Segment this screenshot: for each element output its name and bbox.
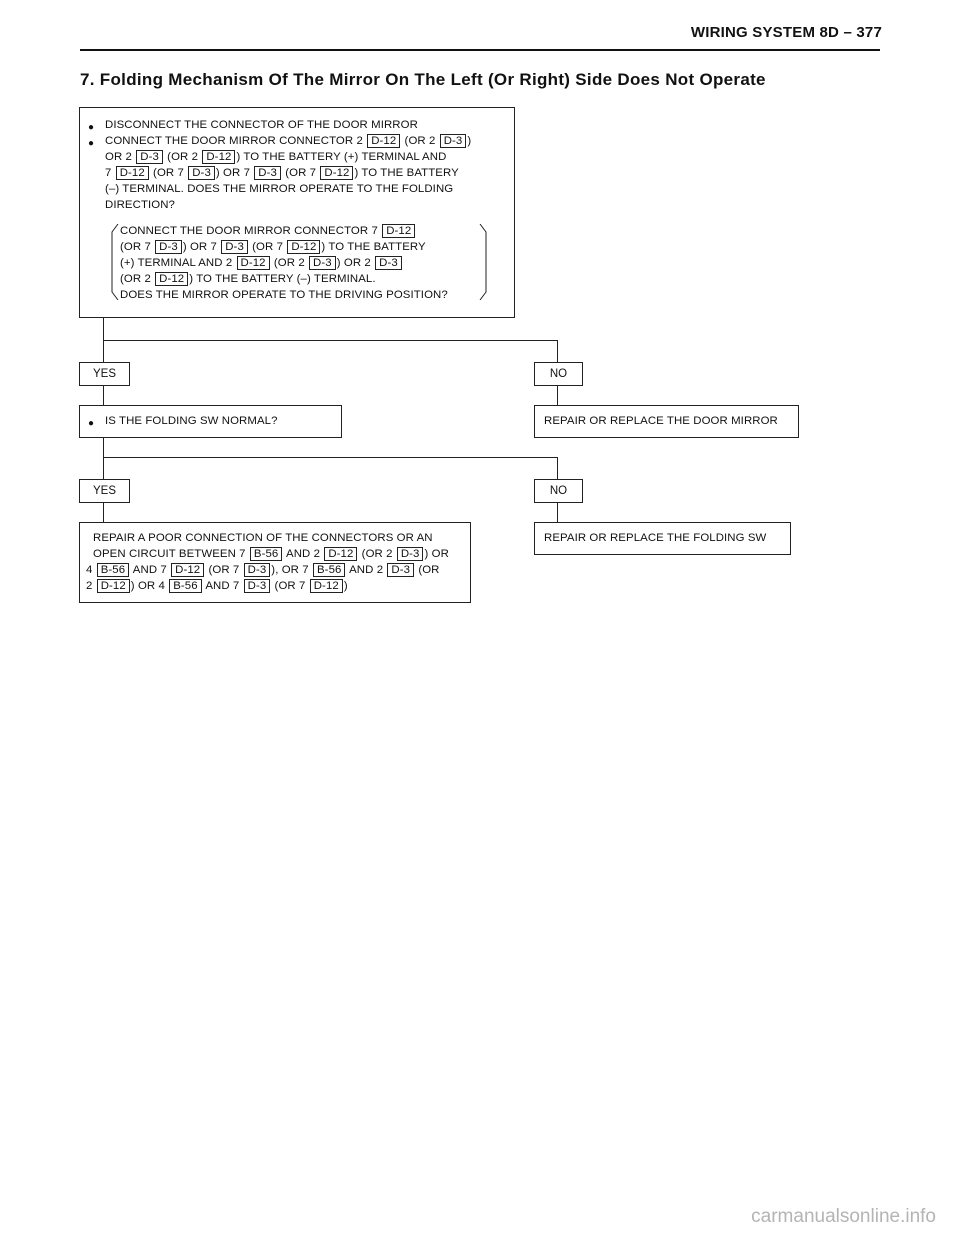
connector-line bbox=[557, 457, 558, 479]
connector-code-box: D-3 bbox=[397, 547, 424, 561]
connector-code-box: D-3 bbox=[244, 563, 271, 577]
step1-box bbox=[79, 107, 515, 318]
connector-code-box: D-3 bbox=[155, 240, 182, 254]
line-text-segment: ) bbox=[467, 135, 472, 147]
no2-text: REPAIR OR REPLACE THE FOLDING SW bbox=[544, 532, 767, 544]
connector-line bbox=[557, 503, 558, 522]
branch2-no-label: NO bbox=[534, 479, 583, 503]
line-text-segment: ) TO THE BATTERY (+) TERMINAL AND bbox=[236, 151, 447, 163]
line-text-segment: ) OR 2 bbox=[336, 257, 375, 269]
connector-code-box: D-12 bbox=[320, 166, 353, 180]
connector-code-box: D-3 bbox=[309, 256, 336, 270]
bullet-icon: ● bbox=[88, 418, 95, 429]
connector-code-box: D-12 bbox=[367, 134, 400, 148]
line-text-segment: OPEN CIRCUIT BETWEEN 7 bbox=[93, 548, 249, 560]
step3-line3 bbox=[86, 563, 440, 579]
line-text-segment: ) OR 7 bbox=[182, 241, 221, 253]
step1-bullet2-line5: DIRECTION? bbox=[105, 199, 175, 211]
connector-code-box: D-3 bbox=[254, 166, 281, 180]
connector-line bbox=[103, 438, 104, 479]
line-text-segment: (OR 7 bbox=[149, 167, 188, 179]
connector-code-box: B-56 bbox=[313, 563, 345, 577]
line-text-segment: (OR bbox=[415, 564, 440, 576]
no1-result-box bbox=[534, 405, 799, 438]
connector-code-box: B-56 bbox=[169, 579, 201, 593]
line-text-segment: ) TO THE BATTERY bbox=[321, 241, 426, 253]
connector-code-box: D-3 bbox=[387, 563, 414, 577]
line-text-segment: AND 7 bbox=[130, 564, 171, 576]
connector-line bbox=[557, 340, 558, 362]
branch1-yes-label: YES bbox=[79, 362, 130, 386]
line-text-segment: (OR 2 bbox=[270, 257, 309, 269]
connector-code-box: D-12 bbox=[237, 256, 270, 270]
bullet-icon: ● bbox=[88, 138, 95, 149]
step3-line2 bbox=[93, 547, 449, 563]
line-text-segment: (OR 7 bbox=[248, 241, 287, 253]
branch1-no-label: NO bbox=[534, 362, 583, 386]
connector-code-box: D-12 bbox=[324, 547, 357, 561]
step1-bullet2-line3 bbox=[105, 166, 459, 182]
step1-sub-line2 bbox=[120, 240, 426, 256]
line-text-segment: AND 7 bbox=[202, 580, 243, 592]
line-text-segment: AND 2 bbox=[346, 564, 387, 576]
step3-line1: REPAIR A POOR CONNECTION OF THE CONNECTORS OR AN bbox=[93, 532, 433, 544]
connector-code-box: D-12 bbox=[97, 579, 130, 593]
bullet-icon: ● bbox=[88, 122, 95, 133]
step2-text: IS THE FOLDING SW NORMAL? bbox=[105, 415, 278, 427]
line-text-segment: ) OR 7 bbox=[215, 167, 254, 179]
step1-sub-line4 bbox=[120, 272, 376, 288]
branch2-yes-label: YES bbox=[79, 479, 130, 503]
line-text-segment: (OR 2 bbox=[120, 273, 155, 285]
line-text-segment: 2 bbox=[86, 580, 96, 592]
line-text-segment: OR 2 bbox=[105, 151, 136, 163]
step1-sub-line5: DOES THE MIRROR OPERATE TO THE DRIVING POSITION? bbox=[120, 289, 448, 301]
line-text-segment: (OR 2 bbox=[163, 151, 202, 163]
connector-code-box: D-12 bbox=[171, 563, 204, 577]
line-text-segment: 7 bbox=[105, 167, 115, 179]
connector-code-box: D-3 bbox=[221, 240, 248, 254]
connector-line bbox=[103, 386, 104, 405]
watermark-text: carmanualsonline.info bbox=[751, 1206, 936, 1227]
step3-result-box bbox=[79, 522, 471, 603]
connector-line bbox=[103, 340, 558, 341]
connector-code-box: D-12 bbox=[155, 272, 188, 286]
step3-line4 bbox=[86, 579, 348, 595]
line-text-segment: (OR 2 bbox=[358, 548, 396, 560]
line-text-segment: ) TO THE BATTERY bbox=[354, 167, 459, 179]
section-title: 7. Folding Mechanism Of The Mirror On The Left (Or Right) Side Does Not Operate bbox=[80, 70, 766, 89]
connector-code-box: D-12 bbox=[116, 166, 149, 180]
connector-code-box: D-3 bbox=[188, 166, 215, 180]
connector-code-box: D-12 bbox=[287, 240, 320, 254]
line-text-segment: (OR 7 bbox=[205, 564, 243, 576]
line-text-segment: ) TO THE BATTERY (–) TERMINAL. bbox=[189, 273, 376, 285]
line-text-segment: (OR 2 bbox=[401, 135, 439, 147]
step2-box bbox=[79, 405, 342, 438]
connector-line bbox=[557, 386, 558, 405]
line-text-segment: AND 2 bbox=[283, 548, 324, 560]
step1-bullet2-line4: (–) TERMINAL. DOES THE MIRROR OPERATE TO THE FOLDING bbox=[105, 183, 454, 195]
step1-sub-line1 bbox=[120, 224, 416, 240]
line-text-segment: CONNECT THE DOOR MIRROR CONNECTOR 2 bbox=[105, 135, 367, 147]
connector-code-box: D-12 bbox=[382, 224, 415, 238]
connector-code-box: D-12 bbox=[202, 150, 235, 164]
connector-code-box: B-56 bbox=[97, 563, 129, 577]
step1-bullet2-line2 bbox=[105, 150, 446, 166]
line-text-segment: ), OR 7 bbox=[271, 564, 312, 576]
line-text-segment: ) OR bbox=[424, 548, 449, 560]
step1-sub-line3 bbox=[120, 256, 403, 272]
connector-code-box: D-3 bbox=[244, 579, 271, 593]
step1-bullet2-line1 bbox=[105, 134, 471, 150]
connector-code-box: D-3 bbox=[136, 150, 163, 164]
line-text-segment: 4 bbox=[86, 564, 96, 576]
no1-text: REPAIR OR REPLACE THE DOOR MIRROR bbox=[544, 415, 778, 427]
step1-bullet1: DISCONNECT THE CONNECTOR OF THE DOOR MIRROR bbox=[105, 119, 418, 131]
header-rule bbox=[80, 49, 880, 51]
connector-line bbox=[103, 457, 558, 458]
line-text-segment: (OR 7 bbox=[120, 241, 155, 253]
connector-line bbox=[103, 503, 104, 522]
page-header-title: WIRING SYSTEM 8D – 377 bbox=[690, 24, 882, 41]
line-text-segment: (OR 7 bbox=[271, 580, 309, 592]
connector-code-box: D-3 bbox=[375, 256, 402, 270]
no2-result-box bbox=[534, 522, 791, 555]
connector-code-box: D-3 bbox=[440, 134, 467, 148]
line-text-segment: CONNECT THE DOOR MIRROR CONNECTOR 7 bbox=[120, 225, 382, 237]
left-bracket bbox=[110, 224, 120, 300]
line-text-segment: ) bbox=[343, 580, 348, 592]
connector-code-box: B-56 bbox=[250, 547, 282, 561]
line-text-segment: ) OR 4 bbox=[130, 580, 169, 592]
line-text-segment: (+) TERMINAL AND 2 bbox=[120, 257, 236, 269]
connector-code-box: D-12 bbox=[310, 579, 343, 593]
right-bracket bbox=[478, 224, 488, 300]
line-text-segment: (OR 7 bbox=[281, 167, 320, 179]
